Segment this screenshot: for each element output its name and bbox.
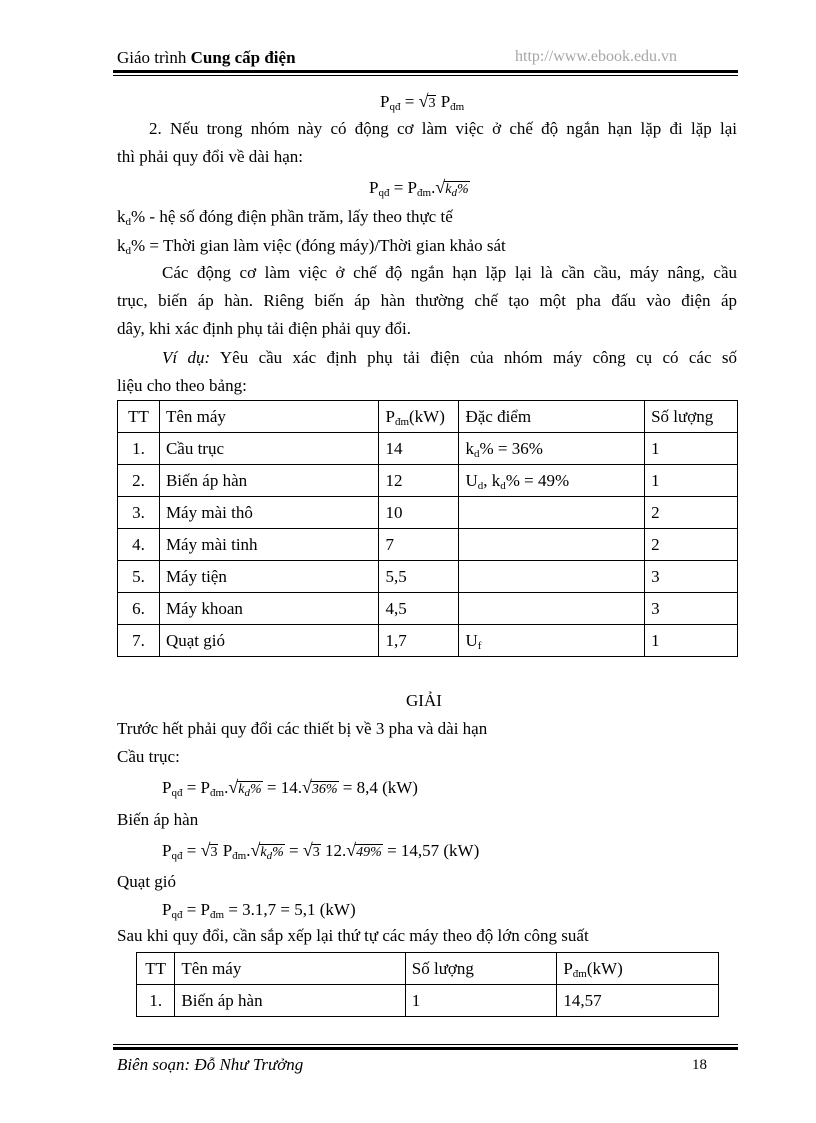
footer-rule: [113, 1047, 738, 1050]
cell-name: Máy mài tinh: [159, 529, 379, 561]
cell-qty: 1: [405, 985, 557, 1017]
table-row: [137, 985, 719, 1017]
solution-intro: Trước hết phải quy đổi các thiết bị về 3 pha và dài hạn: [117, 719, 488, 738]
cell-power: 4,5: [379, 593, 459, 625]
cell-name: Máy mài thô: [159, 497, 379, 529]
table-row: [118, 497, 738, 529]
header-rule: [113, 70, 738, 73]
table-row: [118, 465, 738, 497]
cell-power: 7: [379, 529, 459, 561]
cell-power: 14,57: [557, 985, 719, 1017]
table-row: [118, 593, 738, 625]
header-url[interactable]: http://www.ebook.edu.vn: [515, 48, 678, 65]
header-power: $P_{đm}(kW)$: [557, 953, 719, 985]
header-power: $P_{đm}(kW)$: [379, 401, 459, 433]
cell-feature: [459, 529, 645, 561]
cell-power: 14: [379, 433, 459, 465]
kd-definition-1: $k_d\%$ - hệ số đóng điện phần trăm, lấy theo thực tế: [117, 207, 453, 228]
sort-text: Sau khi quy đổi, cần sắp xếp lại thứ tự các máy theo độ lớn công suất: [117, 926, 589, 945]
table-row: [118, 625, 738, 657]
paragraph-3-line-1: Các động cơ làm việc ở chế độ ngắn hạn lặp lại là cần cầu, máy nâng, cầu: [162, 263, 737, 282]
cell-name: Máy khoan: [159, 593, 379, 625]
cell-qty: 1: [645, 465, 738, 497]
cell-feature: $k_d\% = 36\%$: [459, 433, 645, 465]
paragraph-3-line-2: trục, biến áp hàn. Riêng biến áp hàn thường chế tạo một pha đấu vào điện áp: [117, 291, 737, 310]
crane-formula: $P_{qđ} = P_{đm}.√k_d\% = 14.√36\% = 8,4$ (kW): [162, 777, 418, 799]
kd-definition-2: $k_d\%$ = Thời gian làm việc (đóng máy)/Thời gian khảo sát: [117, 236, 506, 257]
welder-label: Biến áp hàn: [117, 810, 199, 829]
header-feature: Đặc điểm: [459, 401, 645, 433]
formula-p-qd-sqrt3: $P_{qđ} = √3$ $P_{đm}$: [380, 91, 465, 113]
crane-label: Cầu trục:: [117, 747, 180, 766]
fan-formula: $P_{qđ} = P_{đm} = 3.1,7 = 5,1$ (kW): [162, 900, 356, 921]
table-header-row: [137, 953, 719, 985]
cell-feature: $U_d$, $k_d\% = 49\%$: [459, 465, 645, 497]
formula-p-qd-kd: $P_{qđ} = P_{đm}.√k_d\%$: [369, 177, 469, 199]
sorted-table: [136, 952, 719, 1017]
cell-feature: [459, 561, 645, 593]
header-name: Tên máy: [159, 401, 379, 433]
cell-tt: 1.: [118, 433, 160, 465]
table-row: [118, 561, 738, 593]
cell-tt: 5.: [118, 561, 160, 593]
table-row: [118, 433, 738, 465]
paragraph-3-line-3: dây, khi xác định phụ tải điện phải quy đổi.: [117, 319, 411, 338]
cell-qty: 3: [645, 561, 738, 593]
cell-tt: 1.: [137, 985, 175, 1017]
cell-tt: 6.: [118, 593, 160, 625]
cell-name: Máy tiện: [159, 561, 379, 593]
fan-label: Quạt gió: [117, 872, 177, 891]
table-header-row: [118, 401, 738, 433]
cell-qty: 1: [645, 625, 738, 657]
solution-title: GIẢI: [406, 691, 442, 710]
header-name: Tên máy: [175, 953, 405, 985]
header-title: Giáo trình Cung cấp điện: [117, 48, 296, 67]
header-tt: TT: [118, 401, 160, 433]
example-line-2: liệu cho theo bảng:: [117, 376, 247, 395]
cell-name: Quạt gió: [159, 625, 379, 657]
paragraph-2-line-1: 2. Nếu trong nhóm này có động cơ làm việc ở chế độ ngắn hạn lặp đi lặp lại: [149, 119, 737, 138]
cell-name: Biến áp hàn: [159, 465, 379, 497]
welder-formula: $P_{qđ} = √3$ $P_{đm}.√k_d\% = √3$ 12.√49% = 14,57 (kW): [162, 840, 480, 862]
machine-table: [117, 400, 738, 657]
paragraph-2-line-2: thì phải quy đổi về dài hạn:: [117, 147, 304, 166]
cell-name: Cầu trục: [159, 433, 379, 465]
cell-power: 1,7: [379, 625, 459, 657]
header-rule-thin: [113, 75, 738, 76]
footer-rule-thin: [113, 1044, 738, 1045]
cell-feature: [459, 593, 645, 625]
header-qty: Số lượng: [405, 953, 557, 985]
cell-qty: 2: [645, 497, 738, 529]
cell-feature: [459, 497, 645, 529]
cell-tt: 2.: [118, 465, 160, 497]
cell-power: 10: [379, 497, 459, 529]
footer-author: Biên soạn: Đỗ Như Trưởng: [117, 1055, 304, 1074]
cell-tt: 3.: [118, 497, 160, 529]
cell-feature: $U_f$: [459, 625, 645, 657]
header-qty: Số lượng: [645, 401, 738, 433]
cell-tt: 7.: [118, 625, 160, 657]
example-line-1: Ví dụ: Yêu cầu xác định phụ tải điện của nhóm máy công cụ có các số: [162, 348, 737, 367]
cell-power: 5,5: [379, 561, 459, 593]
page-number: 18: [692, 1057, 707, 1073]
cell-qty: 3: [645, 593, 738, 625]
table-row: [118, 529, 738, 561]
header-tt: TT: [137, 953, 175, 985]
cell-power: 12: [379, 465, 459, 497]
cell-qty: 1: [645, 433, 738, 465]
cell-qty: 2: [645, 529, 738, 561]
cell-tt: 4.: [118, 529, 160, 561]
cell-name: Biến áp hàn: [175, 985, 405, 1017]
